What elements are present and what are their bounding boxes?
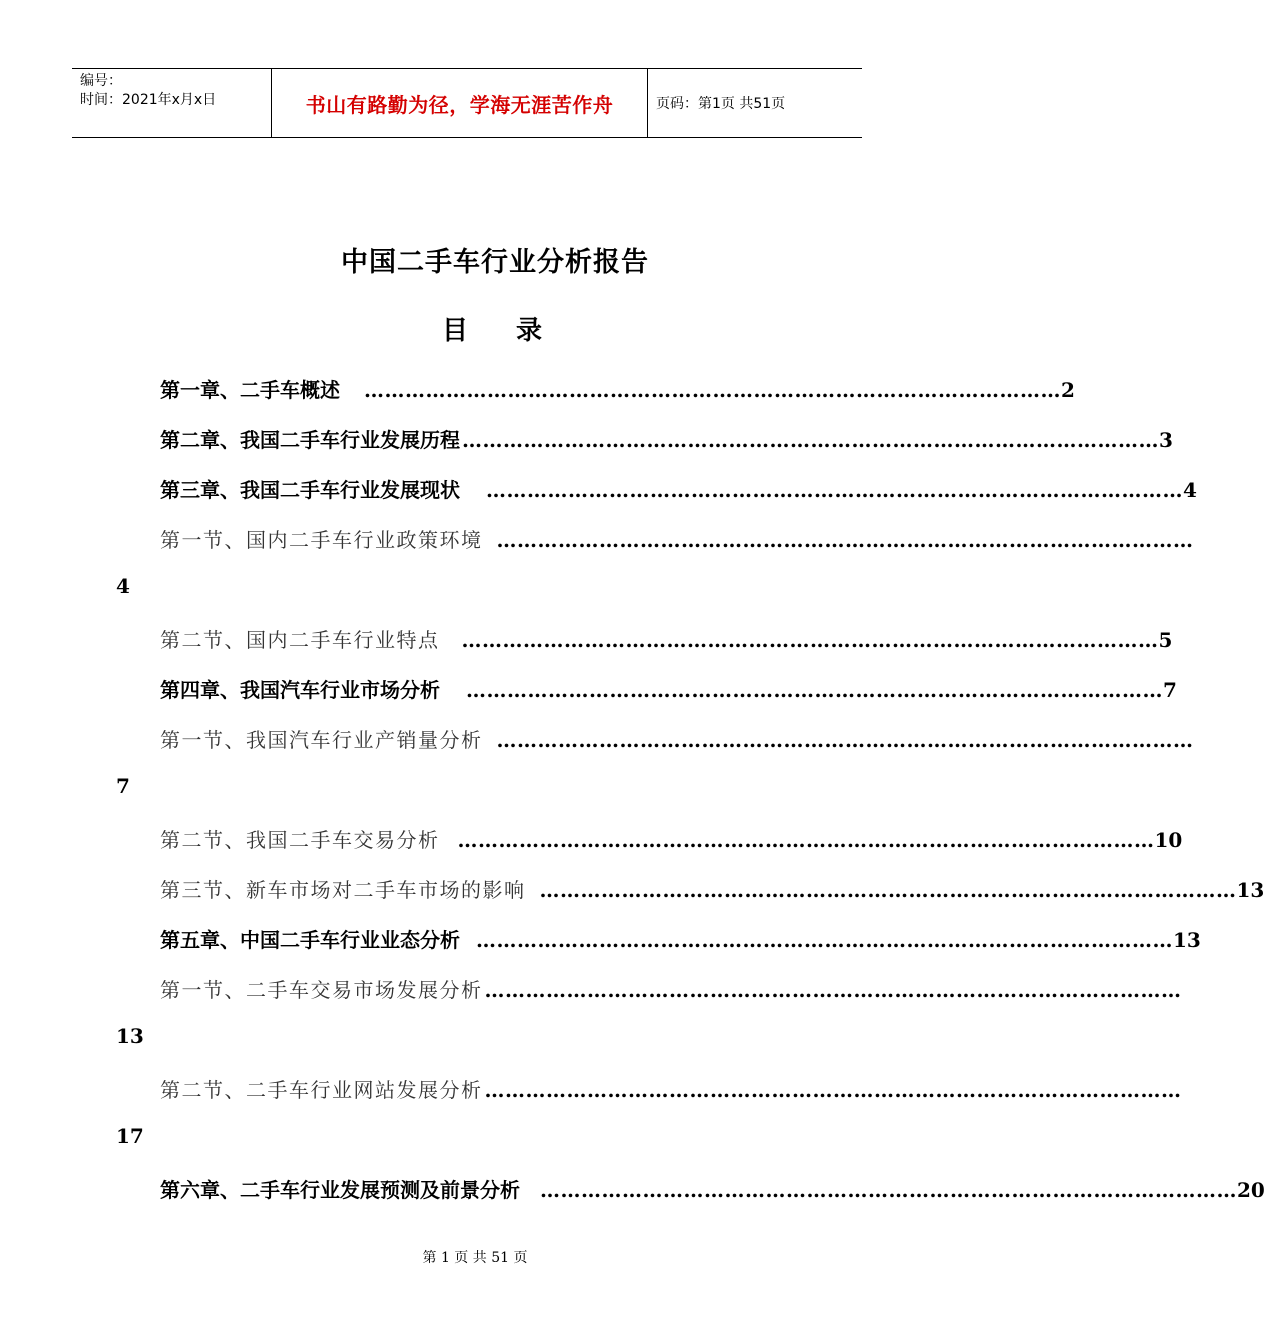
- toc-leader-dots: …………………………………………………………………………………………: [462, 428, 1159, 452]
- toc-entry-label: 第四章、我国汽车行业市场分析: [160, 678, 440, 702]
- number-label: 编号：: [80, 73, 122, 89]
- toc-entry-page: 2: [1061, 378, 1075, 402]
- toc-entry-label: 第六章、二手车行业发展预测及前景分析: [160, 1178, 520, 1202]
- toc-heading-char-2: 录: [516, 316, 543, 346]
- toc-entry-section-4-3[interactable]: [160, 874, 1265, 902]
- toc-entry-section-3-1[interactable]: [160, 524, 1194, 552]
- toc-entry-page: 20: [1237, 1178, 1265, 1202]
- document-title: 中国二手车行业分析报告: [341, 247, 649, 278]
- toc-entry-label: 第三节、新车市场对二手车市场的影响: [160, 878, 526, 902]
- toc-entry-page: 5: [1158, 628, 1173, 652]
- toc-entry-section-4-1[interactable]: [160, 724, 1194, 752]
- toc-leader-dots: …………………………………………………………………………………………: [486, 478, 1183, 502]
- toc-leader-dots: …………………………………………………………………………………………: [457, 828, 1155, 852]
- toc-entry-page: 10: [1154, 828, 1183, 852]
- toc-entry-section-4-2[interactable]: [160, 824, 1183, 852]
- toc-leader-dots: …………………………………………………………………………………………: [466, 678, 1163, 702]
- toc-entry-chapter-2[interactable]: [160, 424, 1173, 452]
- header-motto: 书山有路勤为径，学海无涯苦作舟: [272, 69, 648, 137]
- toc-leader-dots: …………………………………………………………………………………………: [496, 728, 1194, 752]
- toc-leader-dots: …………………………………………………………………………………………: [540, 1178, 1237, 1202]
- toc-entry-section-5-2[interactable]: [160, 1074, 1182, 1102]
- toc-entry-label: 第二节、国内二手车行业特点: [160, 628, 440, 652]
- toc-entry-chapter-5[interactable]: [160, 924, 1201, 952]
- toc-heading-char-1: 目: [442, 316, 469, 346]
- toc-entry-label: 第二章、我国二手车行业发展历程: [160, 428, 460, 452]
- toc-entry-chapter-3[interactable]: [160, 474, 1197, 502]
- toc-entry-page: 13: [1236, 878, 1265, 902]
- toc-entry-label: 第二节、我国二手车交易分析: [160, 828, 440, 852]
- toc-entry-page[interactable]: 17: [116, 1124, 144, 1148]
- toc-entry-label: 第一章、二手车概述: [160, 378, 340, 402]
- toc-entry-section-3-2[interactable]: [160, 624, 1173, 652]
- page-footer: 第 1 页 共 51 页: [422, 1250, 528, 1266]
- toc-entry-label: 第五章、中国二手车行业业态分析: [160, 928, 460, 952]
- header-page-info: 页码：第1页 共51页: [656, 96, 786, 112]
- toc-leader-dots: …………………………………………………………………………………………: [461, 628, 1159, 652]
- toc-entry-page[interactable]: 4: [116, 574, 130, 598]
- toc-leader-dots: …………………………………………………………………………………………: [476, 928, 1173, 952]
- toc-entry-page[interactable]: 7: [116, 774, 130, 798]
- toc-entry-page: 4: [1183, 478, 1197, 502]
- toc-entry-section-5-1[interactable]: [160, 974, 1182, 1002]
- toc-entry-label: 第三章、我国二手车行业发展现状: [160, 478, 460, 502]
- time-label: 时间：2021年x月x日: [80, 92, 217, 108]
- toc-entry-page: 3: [1159, 428, 1173, 452]
- toc-entry-chapter-1[interactable]: [160, 374, 1075, 402]
- toc-entry-chapter-6[interactable]: [160, 1174, 1265, 1202]
- toc-entry-page: 7: [1163, 678, 1177, 702]
- toc-entry-chapter-4[interactable]: [160, 674, 1177, 702]
- toc-leader-dots: …………………………………………………………………………………………: [496, 528, 1194, 552]
- toc-leader-dots: …………………………………………………………………………………………: [484, 1078, 1182, 1102]
- toc-entry-page[interactable]: 13: [116, 1024, 144, 1048]
- toc-leader-dots: …………………………………………………………………………………………: [539, 878, 1237, 902]
- toc-entry-label: 第一节、我国汽车行业产销量分析: [160, 728, 483, 752]
- toc-leader-dots: …………………………………………………………………………………………: [364, 378, 1061, 402]
- toc-leader-dots: …………………………………………………………………………………………: [484, 978, 1182, 1002]
- toc-entry-page: 13: [1173, 928, 1201, 952]
- toc-entry-label: 第一节、二手车交易市场发展分析: [160, 978, 483, 1002]
- toc-entry-label: 第二节、二手车行业网站发展分析: [160, 1078, 483, 1102]
- toc-entry-label: 第一节、国内二手车行业政策环境: [160, 528, 483, 552]
